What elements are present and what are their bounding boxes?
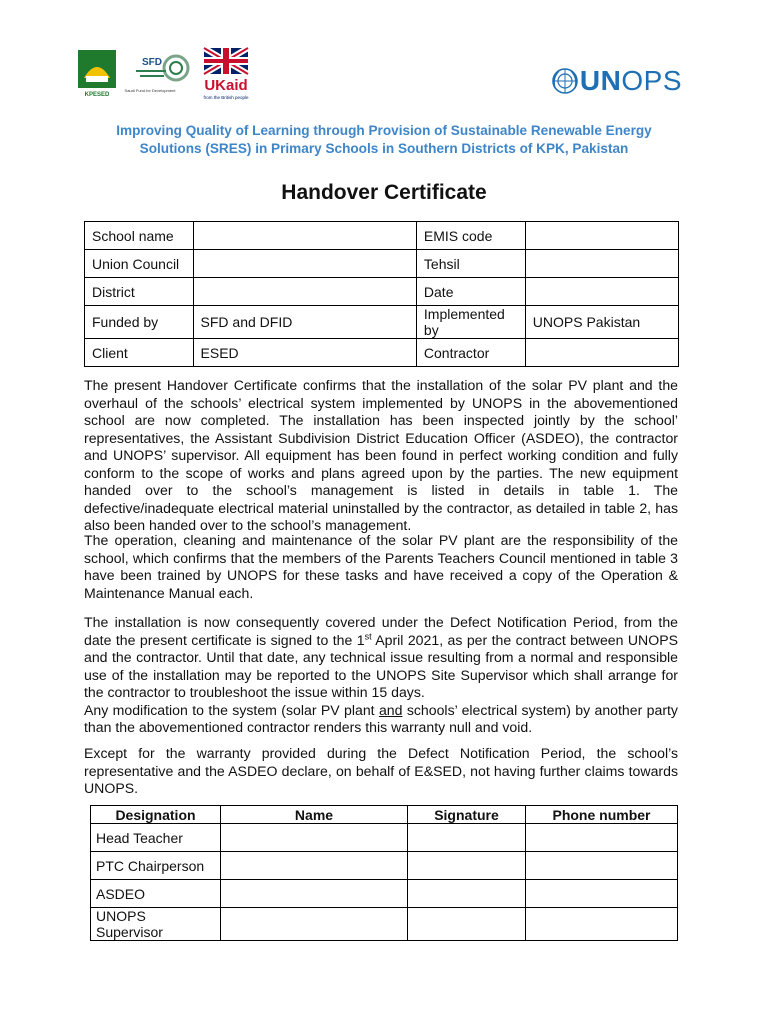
ukaid-logo-text: UKaid (204, 77, 248, 94)
sfd-logo-subtext: Saudi Fund for Development (124, 88, 176, 93)
cell-label: Date (416, 278, 525, 306)
cell-label: Implemented by (416, 306, 525, 339)
subtitle-line-1: Improving Quality of Learning through Provision of Sustainable Renewable Energy (116, 123, 652, 138)
cell-value: ESED (193, 339, 416, 367)
kpesed-logo (78, 50, 116, 100)
cell-value (193, 222, 416, 250)
ukaid-logo-subtext: from the British people (203, 95, 249, 100)
cell-label: School name (85, 222, 194, 250)
paragraph-claims: Except for the warranty provided during the Defect Notification Period, the school’s representative and the ASDEO declare, on behalf of E&SED, not having further claims towards UNOPS. (84, 745, 678, 796)
paragraph-operation: The operation, cleaning and maintenance of the solar PV plant are the responsibility of the school, which confirms that the members of the Parents Teachers Council mentioned in table 3 have been trained by UNOPS for these tasks and have received a copy of the Operation & Maintenance Manual each. (84, 532, 678, 601)
table-row (91, 908, 678, 941)
unops-wordmark-light: OPS (621, 65, 682, 96)
phone-cell (526, 824, 678, 852)
cell-value: SFD and DFID (193, 306, 416, 339)
subtitle-line-2: Solutions (SRES) in Primary Schools in Southern Districts of KPK, Pakistan (139, 141, 629, 156)
cell-label: Tehsil (416, 250, 525, 278)
school-info-table (84, 221, 679, 367)
sfd-logo-text: SFD (142, 57, 162, 68)
logo-bar (78, 44, 682, 106)
cell-value (525, 339, 678, 367)
cell-value (525, 222, 678, 250)
phone-cell (526, 908, 678, 941)
page-title: Handover Certificate (281, 181, 487, 204)
table-row (91, 880, 678, 908)
column-header-designation: Designation (91, 806, 221, 824)
signature-cell (408, 880, 526, 908)
unops-wordmark (580, 65, 682, 97)
cell-value (525, 250, 678, 278)
cell-label: Union Council (85, 250, 194, 278)
cell-value: UNOPS Pakistan (525, 306, 678, 339)
cell-label: Contractor (416, 339, 525, 367)
cell-label: Client (85, 339, 194, 367)
cell-label: District (85, 278, 194, 306)
signature-cell (408, 908, 526, 941)
signature-table (90, 805, 678, 941)
table-row (91, 852, 678, 880)
modification-text-post: schools’ electrical system) by another party than the abovementioned contractor renders this warranty null and void. (84, 701, 678, 735)
table-row (85, 278, 679, 306)
cell-value (193, 250, 416, 278)
column-header-signature: Signature (408, 806, 526, 824)
name-cell (221, 880, 408, 908)
table-row (85, 306, 679, 339)
table-row (85, 339, 679, 367)
paragraph-warranty (84, 614, 678, 737)
unops-wordmark-bold: UN (579, 65, 622, 96)
column-header-phone: Phone number (526, 806, 678, 824)
unops-logo (550, 64, 682, 98)
designation-cell: UNOPS Supervisor (91, 908, 221, 941)
ukaid-logo (202, 46, 250, 102)
name-cell (221, 824, 408, 852)
cell-value (525, 278, 678, 306)
cell-label: Funded by (85, 306, 194, 339)
phone-cell (526, 880, 678, 908)
table-row (85, 250, 679, 278)
project-subtitle (84, 122, 684, 158)
cell-value (193, 278, 416, 306)
kpesed-logo-text: KPESED (84, 92, 110, 98)
phone-cell (526, 852, 678, 880)
table-row (91, 824, 678, 852)
name-cell (221, 852, 408, 880)
modification-text-and: and (378, 701, 403, 718)
modification-text-pre: Any modification to the system (solar PV plant (84, 701, 379, 718)
paragraph-handover: The present Handover Certificate confirms that the installation of the solar PV plant and the overhaul of the schools’ electrical system implemented by UNOPS in the abovementioned school are now completed. The installation has been inspected jointly by the school’ representatives, the Assistant Subdivision District Education Officer (ASDEO), the contractor and UNOPS’ supervisor. All equipment has been found in perfect working condition and fully conform to the scope of works and plans agreed upon by the parties. The new equipment handed over to the school’s management is listed in details in table 1. The defective/inadequate electrical material uninstalled by the contractor, as detailed in table 2, has also been handed over to the school’s management. (84, 377, 678, 533)
designation-cell: ASDEO (91, 880, 221, 908)
table-row (85, 222, 679, 250)
name-cell (221, 908, 408, 941)
cell-label: EMIS code (416, 222, 525, 250)
sfd-logo (122, 50, 192, 98)
table-header-row (91, 806, 678, 824)
warranty-text-b: April 2021, as per the contract between UNOPS and the contractor. Until that date, any technical issue resulting from a normal and responsible use of the installation may be reported to the UNOPS Site Supervisor which shall arrange for the contractor to troubleshoot the issue within 15 days. (84, 631, 678, 700)
signature-cell (408, 852, 526, 880)
signature-cell (408, 824, 526, 852)
un-emblem-icon (550, 66, 580, 96)
column-header-name: Name (221, 806, 408, 824)
warranty-text-a: The installation is now consequently covered under the Defect Notification Period, from the date the present certificate is signed to the 1 (84, 614, 678, 648)
designation-cell: Head Teacher (91, 824, 221, 852)
date-ordinal-suffix: st (364, 630, 372, 641)
designation-cell: PTC Chairperson (91, 852, 221, 880)
